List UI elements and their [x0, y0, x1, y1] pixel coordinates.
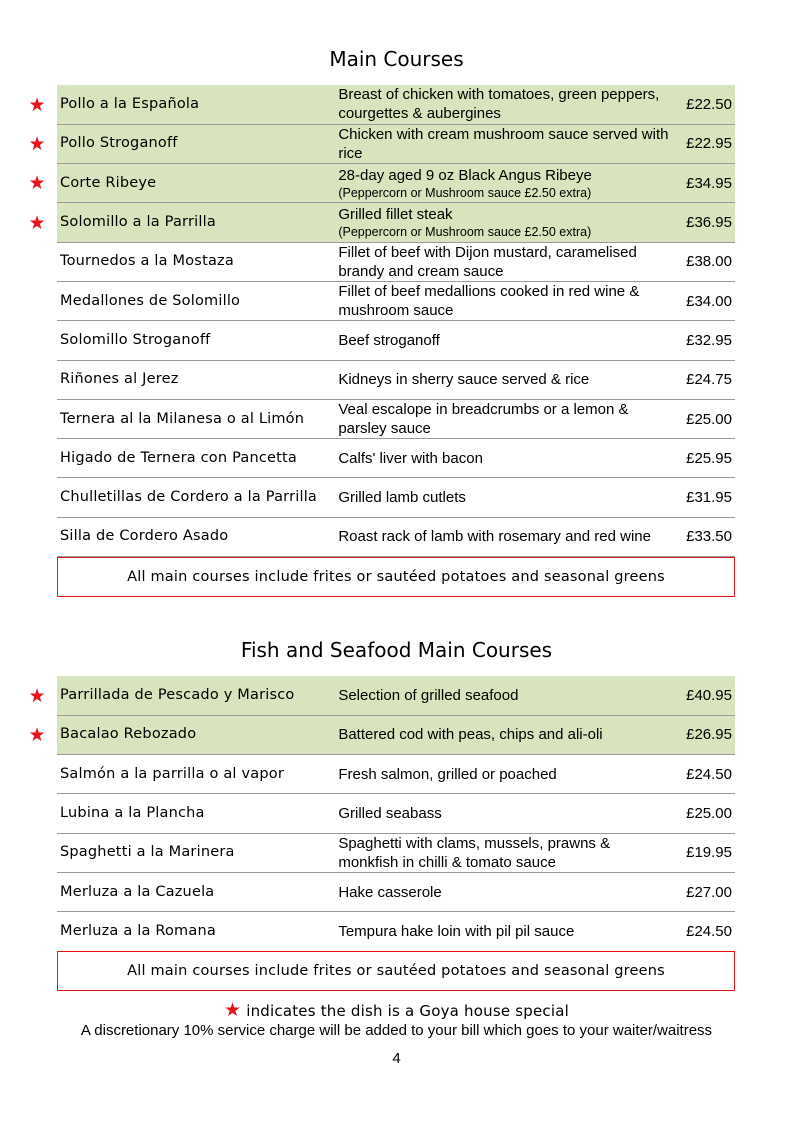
dish-description-cell: [335, 360, 673, 399]
menu-item-row: [57, 85, 735, 124]
dish-name: Riñones al Jerez: [60, 371, 179, 388]
dish-name: Higado de Ternera con Pancetta: [60, 449, 297, 466]
dish-description-cell: [335, 242, 673, 281]
dish-name: Merluza a la Romana: [60, 922, 216, 939]
special-legend: [0, 999, 793, 1021]
main-courses-title: Main Courses: [329, 47, 464, 71]
dish-price: £24.75: [686, 371, 732, 389]
dish-description: Grilled lamb cutlets: [338, 489, 466, 507]
dish-description-cell: [335, 399, 673, 438]
dish-description: Chicken with cream mushroom sauce served with rice: [338, 125, 669, 162]
dish-price: £34.95: [686, 174, 732, 192]
menu-item-row: [57, 164, 735, 203]
dish-description: Grilled seabass: [338, 805, 442, 823]
dish-price: £19.95: [686, 844, 732, 862]
dish-description: Veal escalope in breadcrumbs or a lemon & parsley sauce: [338, 401, 629, 438]
dish-description: Hake casserole: [338, 883, 442, 901]
dish-name: Medallones de Solomillo: [60, 292, 241, 309]
dish-description: Roast rack of lamb with rosemary and red wine: [338, 528, 651, 546]
dish-name: Chulletillas de Cordero a la Parrilla: [60, 489, 318, 506]
dish-note: (Peppercorn or Mushroom sauce £2.50 extra): [338, 225, 592, 240]
fish-courses-title: Fish and Seafood Main Courses: [240, 638, 553, 662]
dish-description: Tempura hake loin with pil pil sauce: [338, 922, 575, 940]
menu-item-row: [57, 517, 735, 556]
dish-name: Tournedos a la Mostaza: [60, 253, 234, 270]
dish-description: Kidneys in sherry sauce served & rice: [338, 371, 590, 389]
dish-description: Beef stroganoff: [338, 331, 440, 349]
dish-description-cell: [335, 478, 673, 517]
menu-item-row: [57, 124, 735, 163]
star-icon: ★: [224, 999, 242, 1021]
dish-description: Fillet of beef with Dijon mustard, caramelised brandy and cream sauce: [338, 243, 637, 280]
menu-item-row: [57, 203, 735, 242]
star-icon: ★: [28, 172, 46, 195]
menu-item-row: [57, 676, 735, 715]
dish-description-cell: [335, 715, 673, 754]
dish-description: Fillet of beef medallions cooked in red wine & mushroom sauce: [338, 283, 640, 320]
star-icon: ★: [28, 684, 46, 707]
fish-courses-table: [57, 676, 735, 952]
dish-description: Selection of grilled seafood: [338, 686, 519, 704]
dish-name: Parrillada de Pescado y Marisco: [60, 686, 295, 703]
dish-description-cell: [335, 517, 673, 556]
dish-description-cell: [335, 281, 673, 320]
star-icon: ★: [28, 211, 46, 234]
dish-description-cell: [335, 124, 673, 163]
dish-description-cell: [335, 85, 673, 124]
main-courses-notice: All main courses include frites or sautéed potatoes and seasonal greens: [57, 557, 735, 597]
dish-name: Lubina a la Plancha: [60, 805, 205, 822]
star-icon: ★: [28, 132, 46, 155]
dish-name: Silla de Cordero Asado: [60, 528, 229, 545]
dish-description-cell: [335, 203, 673, 242]
star-icon: ★: [28, 93, 46, 116]
dish-price: £25.00: [686, 805, 732, 823]
dish-name: Corte Ribeye: [60, 174, 157, 191]
dish-price: £32.95: [686, 331, 732, 349]
menu-item-row: [57, 872, 735, 911]
menu-item-row: [57, 478, 735, 517]
menu-item-row: [57, 281, 735, 320]
dish-description-cell: [335, 755, 673, 794]
menu-item-row: [57, 321, 735, 360]
menu-item-row: [57, 439, 735, 478]
dish-description-cell: [335, 833, 673, 872]
service-charge-note: A discretionary 10% service charge will be added to your bill which goes to your waiter/waitress: [80, 1022, 713, 1039]
page-number: 4: [392, 1050, 401, 1067]
dish-description: 28-day aged 9 oz Black Angus Ribeye: [338, 166, 592, 184]
dish-description-cell: [335, 794, 673, 833]
dish-description-cell: [335, 676, 673, 715]
dish-price: £26.95: [686, 726, 732, 744]
menu-item-row: [57, 755, 735, 794]
dish-name: Solomillo Stroganoff: [60, 331, 211, 348]
dish-price: £27.00: [686, 883, 732, 901]
dish-description: Breast of chicken with tomatoes, green peppers, courgettes & aubergines: [338, 86, 660, 123]
dish-price: £33.50: [686, 528, 732, 546]
dish-name: Merluza a la Cazuela: [60, 883, 215, 900]
dish-name: Spaghetti a la Marinera: [60, 844, 235, 861]
fish-courses-notice: All main courses include frites or sautéed potatoes and seasonal greens: [57, 951, 735, 991]
legend-text: indicates the dish is a Goya house special: [241, 1002, 569, 1020]
menu-item-row: [57, 912, 735, 951]
dish-price: £40.95: [686, 686, 732, 704]
dish-price: £24.50: [686, 765, 732, 783]
dish-price: £34.00: [686, 292, 732, 310]
dish-price: £22.95: [686, 135, 732, 153]
dish-price: £38.00: [686, 253, 732, 271]
dish-price: £24.50: [686, 922, 732, 940]
dish-description: Battered cod with peas, chips and ali-oli: [338, 726, 603, 744]
dish-name: Ternera al la Milanesa o al Limón: [60, 410, 305, 427]
star-icon: ★: [28, 723, 46, 746]
menu-item-row: [57, 794, 735, 833]
dish-description: Spaghetti with clams, mussels, prawns & monkfish in chilli & tomato sauce: [338, 834, 611, 871]
menu-item-row: [57, 715, 735, 754]
dish-description-cell: [335, 321, 673, 360]
dish-price: £22.50: [686, 95, 732, 113]
menu-item-row: [57, 399, 735, 438]
dish-note: (Peppercorn or Mushroom sauce £2.50 extra): [338, 185, 592, 200]
dish-description-cell: [335, 872, 673, 911]
dish-name: Salmón a la parrilla o al vapor: [60, 765, 284, 782]
main-courses-table: [57, 85, 735, 557]
dish-description: Grilled fillet steak: [338, 206, 453, 224]
menu-item-row: [57, 833, 735, 872]
dish-name: Bacalao Rebozado: [60, 726, 197, 743]
dish-price: £25.95: [686, 449, 732, 467]
dish-name: Pollo a la Española: [60, 95, 200, 112]
dish-description-cell: [335, 164, 673, 203]
dish-price: £25.00: [686, 410, 732, 428]
dish-description: Calfs' liver with bacon: [338, 449, 483, 467]
dish-description-cell: [335, 912, 673, 951]
dish-description-cell: [335, 439, 673, 478]
dish-name: Pollo Stroganoff: [60, 135, 178, 152]
dish-price: £31.95: [686, 489, 732, 507]
dish-description: Fresh salmon, grilled or poached: [338, 765, 557, 783]
menu-item-row: [57, 360, 735, 399]
dish-price: £36.95: [686, 214, 732, 232]
dish-name: Solomillo a la Parrilla: [60, 214, 216, 231]
menu-item-row: [57, 242, 735, 281]
